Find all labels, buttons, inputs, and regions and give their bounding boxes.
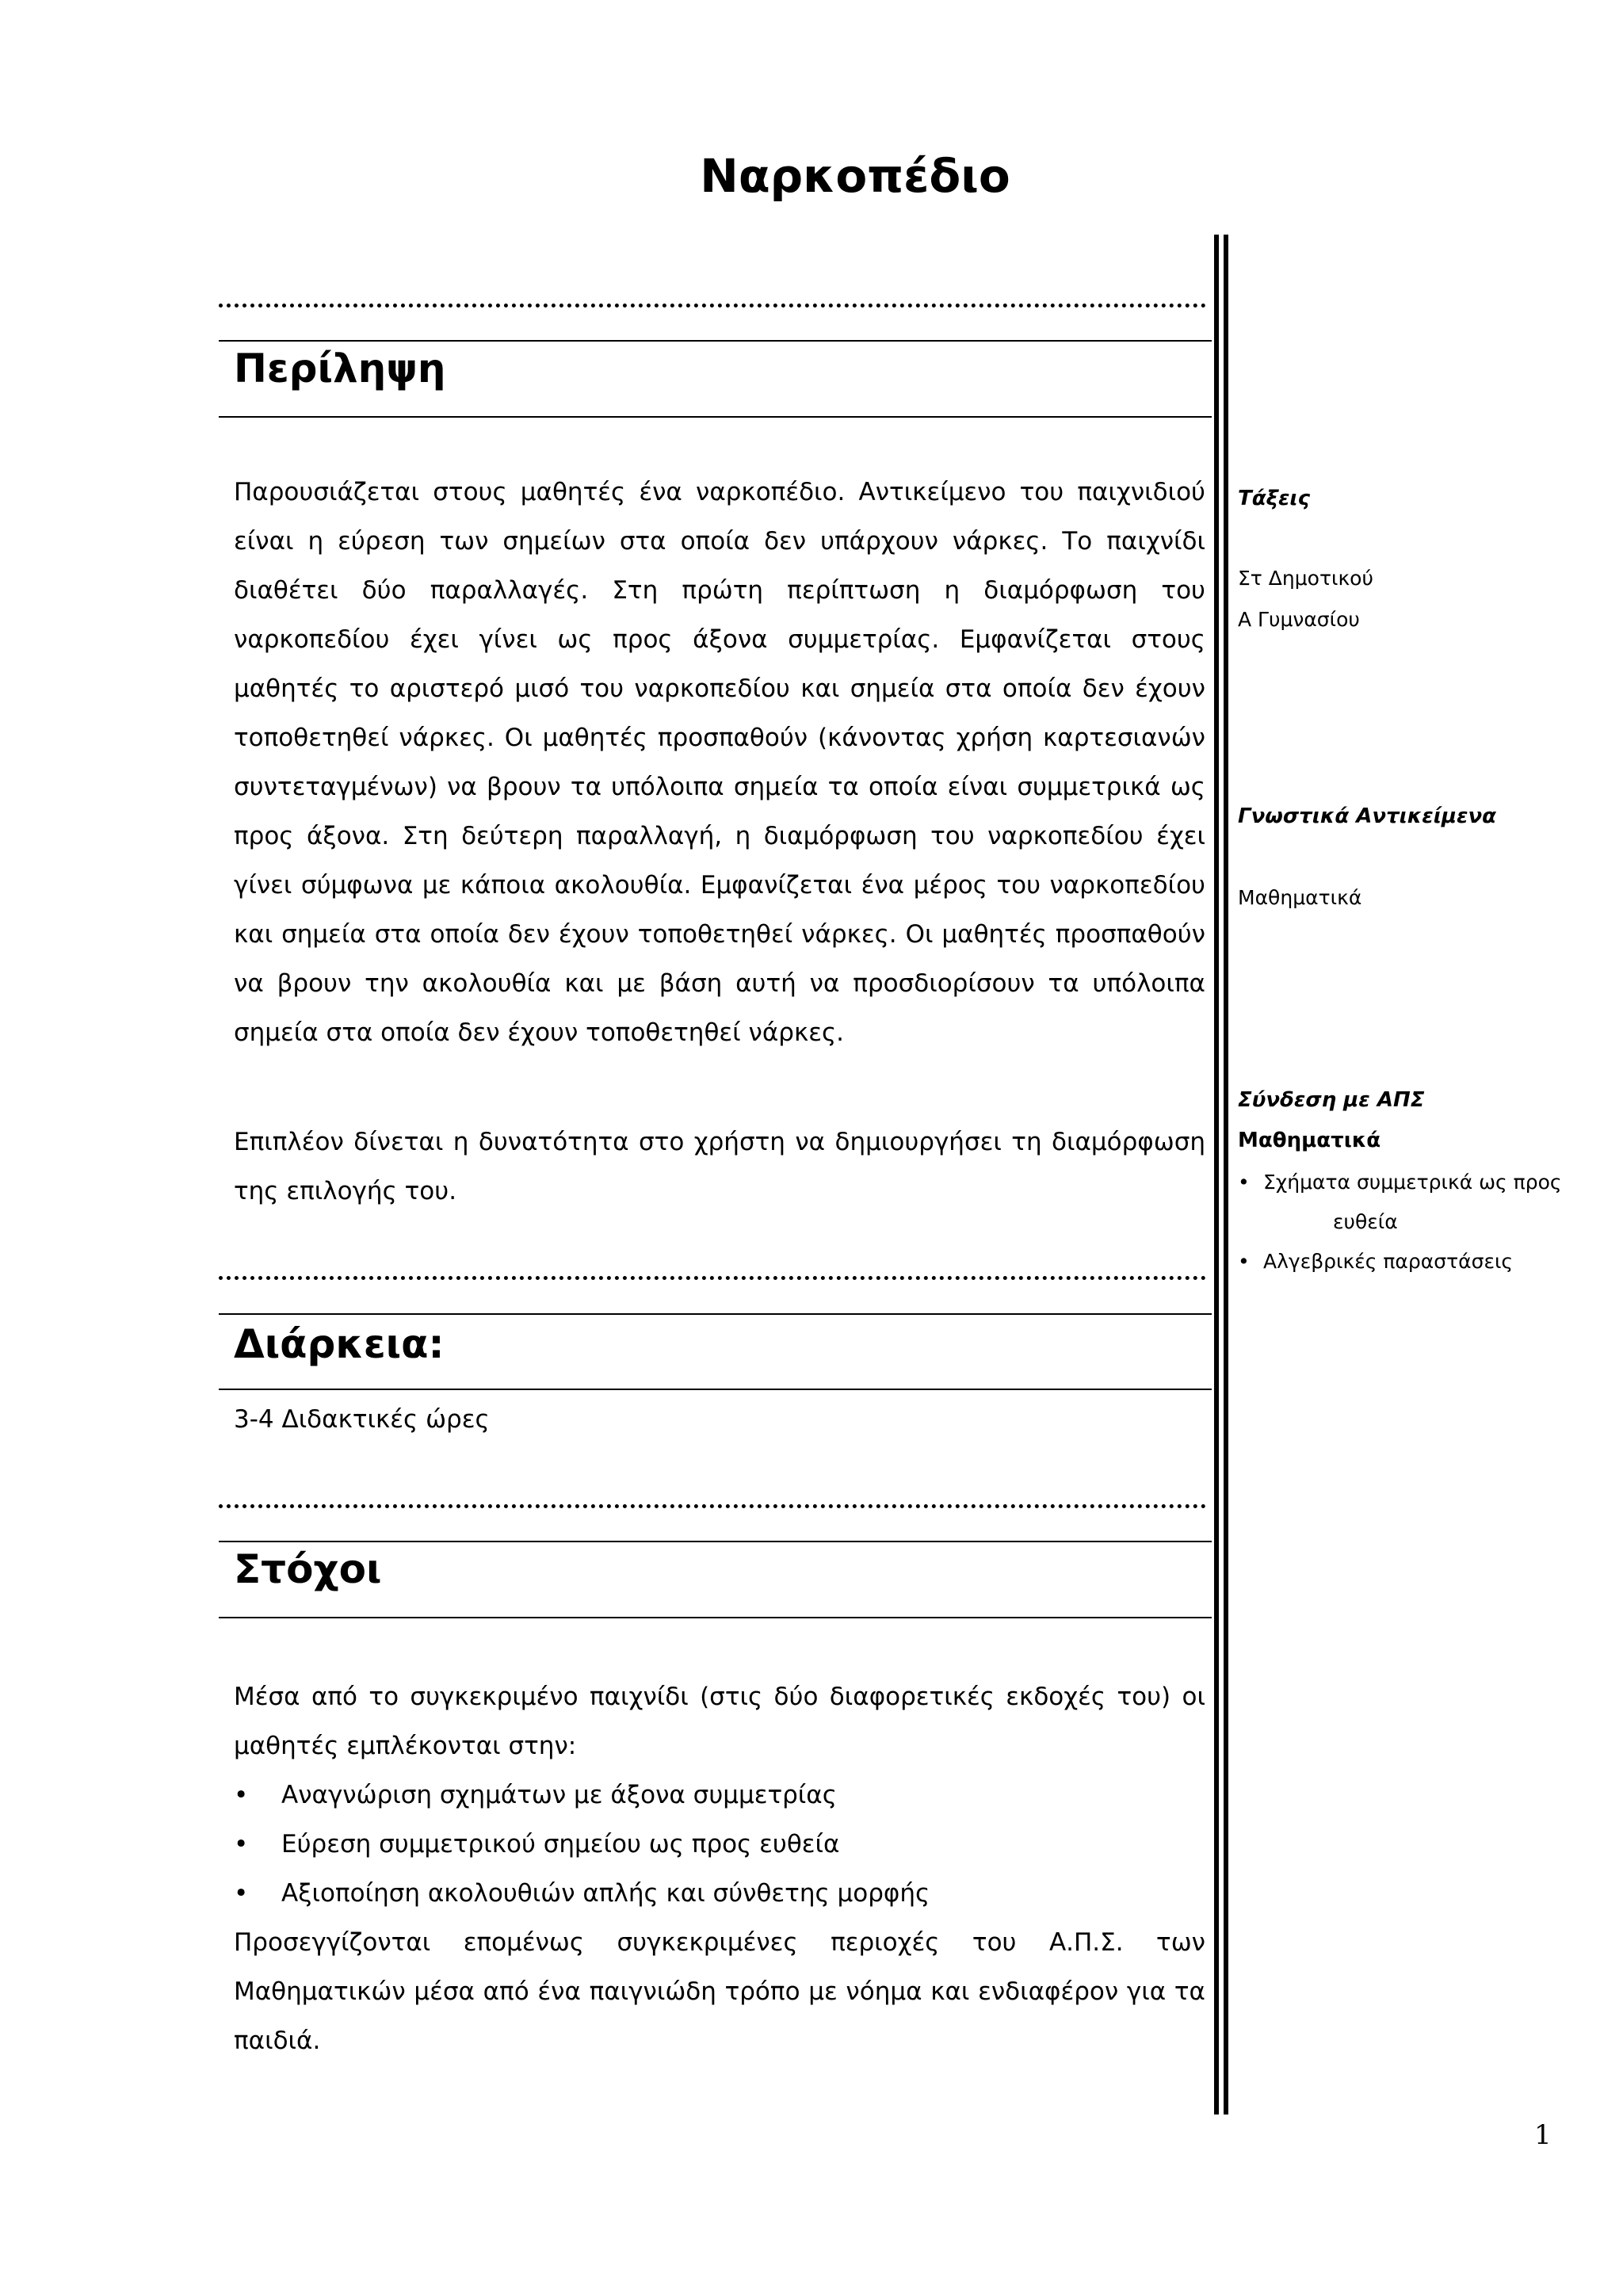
goals-conclusion: Προσεγγίζονται επομένως συγκεκριμένες περιοχές του Α.Π.Σ. των Μαθηματικών μέσα από ένα παιγνιώδη τρόπο με νόημα και ενδιαφέρον για τα παιδιά. [234, 1928, 1205, 2055]
goals-heading: Στόχοι [234, 1546, 382, 1592]
bullet-icon: • [234, 1879, 249, 1908]
summary-paragraph: Παρουσιάζεται στους μαθητές ένα ναρκοπέδιο. Αντικείμενο του παιχνιδιού είναι η εύρεση των σημείων στα οποία δεν υπάρχουν νάρκες. Το παιχνίδι διαθέτει δύο παραλλαγές. Στη πρώτη περίπτωση η διαμόρφωση του ναρκοπεδίου έχει γίνει ως προς άξονα συμμετρίας. Εμφανίζεται στους μαθητές το αριστερό μισό του ναρκοπεδίου και σημεία στα οποία δεν έχουν τοποθετηθεί νάρκες. Οι μαθητές προσπαθούν (κάνοντας χρήση καρτεσιανών συντεταγμένων) να βρουν τα υπόλοιπα σημεία τα οποία είναι συμμετρικά ως προς άξονα. Στη δεύτερη παραλλαγή, η διαμόρφωση του ναρκοπεδίου έχει γίνει σύμφωνα με κάποια ακολουθία. Εμφανίζεται ένα μέρος του ναρκοπεδίου και σημεία στα οποία δεν έχουν τοποθετηθεί νάρκες. Οι μαθητές προσπαθούν να βρουν την ακολουθία και με βάση αυτή να προσδιορίσουν τα υπόλοιπα σημεία στα οποία δεν έχουν τοποθετηθεί νάρκες. [234, 478, 1205, 1047]
goals-intro: Μέσα από το συγκεκριμένο παιχνίδι (στις δύο διαφορετικές εκδοχές του) οι μαθητές εμπλέκονται στην: [234, 1683, 1205, 1760]
goals-list [234, 1771, 1205, 1918]
heading-rule-top [219, 1541, 1212, 1542]
page-number: 1 [1534, 2119, 1552, 2151]
summary-paragraph-extra: Επιπλέον δίνεται η δυνατότητα στο χρήστη να δημιουργήσει τη διαμόρφωση της επιλογής του. [234, 1128, 1205, 1205]
sidebar-objectives-label: Γνωστικά Αντικείμενα [1238, 804, 1497, 828]
document-title: Ναρκοπέδιο [700, 149, 1010, 203]
heading-rule-bottom [219, 416, 1212, 418]
sidebar-objective-item: Μαθηματικά [1238, 886, 1362, 909]
duration-text: 3-4 Διδακτικές ώρες [234, 1405, 490, 1434]
list-item: • Αλγεβρικές παραστάσεις [1238, 1242, 1579, 1282]
list-item: • Αναγνώριση σχημάτων με άξονα συμμετρίας [234, 1771, 1205, 1820]
bullet-icon: • [1238, 1250, 1250, 1273]
column-divider-left [1214, 235, 1219, 2115]
sidebar-curriculum-label: Σύνδεση με ΑΠΣ [1238, 1088, 1425, 1112]
list-item: • Σχήματα συμμετρικά ως προς ευθεία [1238, 1163, 1579, 1242]
list-item: • Εύρεση συμμετρικού σημείου ως προς ευθεία [234, 1820, 1205, 1869]
section-separator [219, 1276, 1206, 1280]
bullet-icon: • [234, 1830, 249, 1859]
sidebar-class-item: Στ Δημοτικού [1238, 567, 1373, 590]
sidebar-class-item: Α Γυμνασίου [1238, 608, 1360, 631]
sidebar-classes-label: Τάξεις [1238, 487, 1310, 510]
heading-rule-top [219, 340, 1212, 342]
bullet-icon: • [1238, 1171, 1250, 1194]
duration-heading: Διάρκεια: [234, 1321, 445, 1367]
heading-rule-bottom [219, 1389, 1212, 1390]
section-separator [219, 1504, 1206, 1508]
list-item: • Αξιοποίηση ακολουθιών απλής και σύνθετης μορφής [234, 1869, 1205, 1918]
column-divider-right [1224, 235, 1228, 2115]
sidebar-curriculum-list [1238, 1163, 1579, 1282]
heading-rule-bottom [219, 1617, 1212, 1618]
bullet-icon: • [234, 1781, 249, 1809]
summary-heading: Περίληψη [234, 346, 446, 392]
sidebar-curriculum-subject: Μαθηματικά [1238, 1129, 1381, 1152]
section-separator [219, 304, 1206, 308]
heading-rule-top [219, 1313, 1212, 1315]
